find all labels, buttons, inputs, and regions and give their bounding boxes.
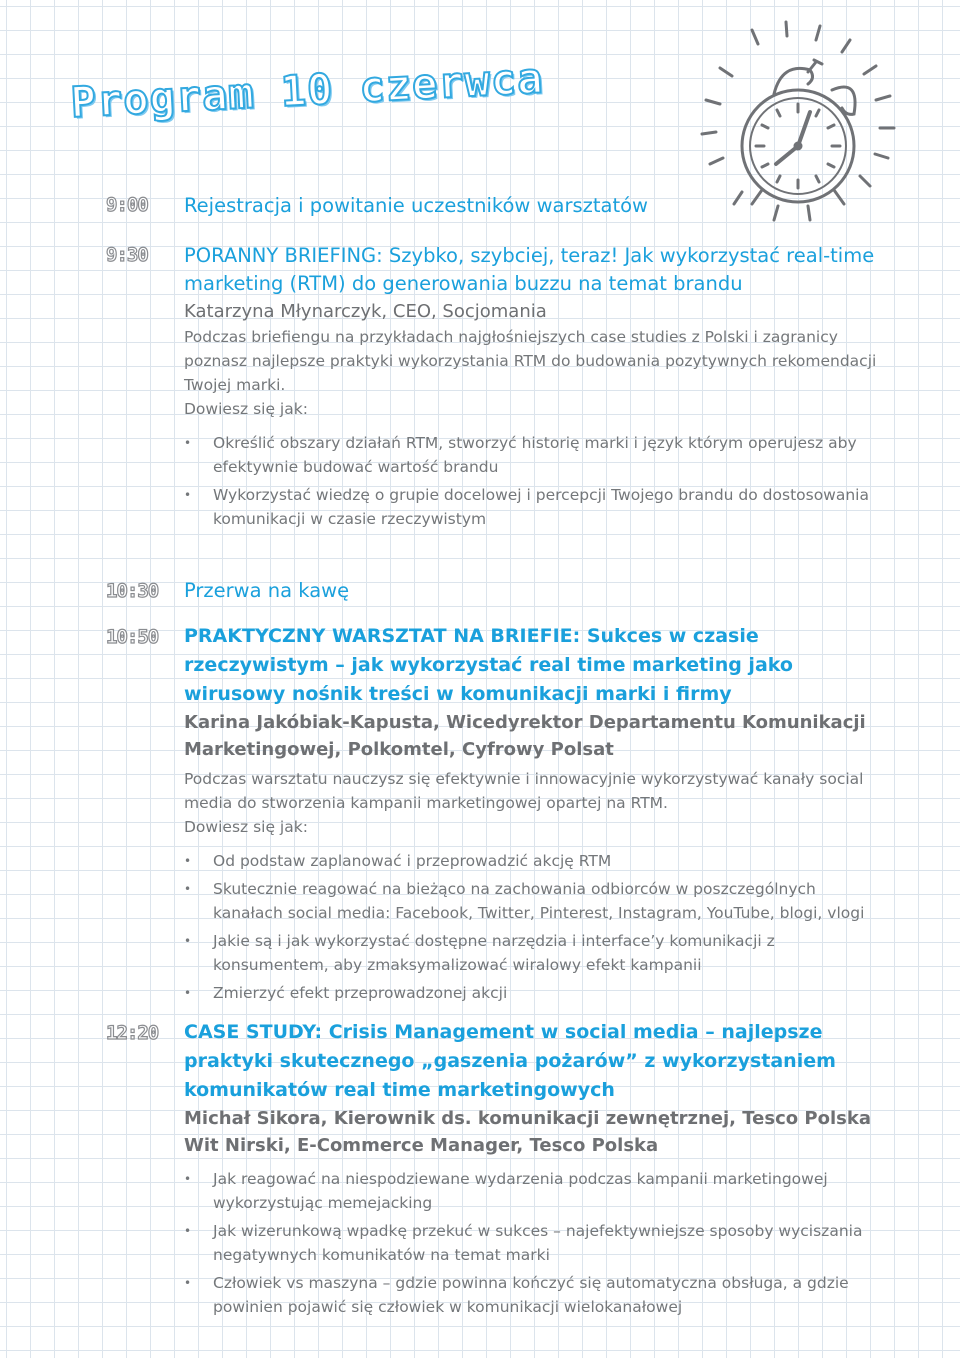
session-block xyxy=(184,192,884,220)
bullet-list xyxy=(184,431,884,531)
list-item: • Skutecznie reagować na bieżąco na zachowania odbiorców w poszczególnych kanałach social media: Facebook, Twitter, Pinterest, Instagram, YouTube, blogi, vlogi xyxy=(184,877,884,925)
list-item: • Wykorzystać wiedzę o grupie docelowej i percepcji Twojego brandu do dostosowania komunikacji w czasie rzeczywistym xyxy=(184,483,884,531)
session-time: 10:50 xyxy=(106,626,159,648)
list-item: • Określić obszary działań RTM, stworzyć historię marki i język którym operujesz aby efektywnie budować wartość brandu xyxy=(184,431,884,479)
list-item: • Jakie są i jak wykorzystać dostępne narzędzia i interface’y komunikacji z konsumentem, aby zmaksymalizować wiralowy efekt kampanii xyxy=(184,929,884,977)
session-heading: PORANNY BRIEFING: Szybko, szybciej, teraz! Jak wykorzystać real-time marketing (RTM) do generowania buzzu na temat brandu xyxy=(184,244,875,295)
list-item: • Zmierzyć efekt przeprowadzonej akcji xyxy=(184,981,884,1005)
learn-label: Dowiesz się jak: xyxy=(184,818,308,836)
session-heading: Przerwa na kawę xyxy=(184,579,350,602)
speaker-name: Karina Jakóbiak-Kapusta, Wicedyrektor Departamentu Komunikacji Marketingowej, Polkomtel, Cyfrowy Polsat xyxy=(184,712,866,760)
session-block xyxy=(184,577,884,605)
speaker-name: Wit Nirski, E-Commerce Manager, Tesco Polska xyxy=(184,1135,659,1156)
speaker-name: Michał Sikora, Kierownik ds. komunikacji zewnętrznej, Tesco Polska xyxy=(184,1108,871,1129)
session-time: 9:00 xyxy=(106,194,148,216)
session-heading: Rejestracja i powitanie uczestników warsztatów xyxy=(184,194,649,217)
bullet-list xyxy=(184,849,884,1005)
list-item: • Jak reagować na niespodziewane wydarzenia podczas kampanii marketingowej wykorzystując memejacking xyxy=(184,1167,884,1215)
list-item: • Od podstaw zaplanować i przeprowadzić akcję RTM xyxy=(184,849,884,873)
list-item: • Człowiek vs maszyna – gdzie powinna kończyć się automatyczna obsługa, a gdzie powinien pojawić się człowiek w komunikacji wielokanałowej xyxy=(184,1271,884,1319)
speaker-name: Katarzyna Młynarczyk, CEO, Socjomania xyxy=(184,301,547,322)
session-heading: PRAKTYCZNY WARSZTAT NA BRIEFIE: Sukces w czasie rzeczywistym – jak wykorzystać real time marketing jako wirusowy nośnik treści w komunikacji marki i firmy xyxy=(184,625,793,705)
list-item: • Jak wizerunkową wpadkę przekuć w sukces – najefektywniejsze sposoby wyciszania negatywnych komunikatów na temat marki xyxy=(184,1219,884,1267)
page-title: Program 10 czerwca xyxy=(69,53,545,127)
session-block xyxy=(184,242,884,535)
session-description: Podczas warsztatu nauczysz się efektywnie i innowacyjnie wykorzystywać kanały social media do stworzenia kampanii marketingowej opartej na RTM. xyxy=(184,770,864,812)
session-description: Podczas briefiengu na przykładach najgłośniejszych case studies z Polski i zagranicy poznasz najlepsze praktyki wykorzystania RTM do budowania pozytywnych rekomendacji Twojej marki. xyxy=(184,328,877,394)
session-time: 12:20 xyxy=(106,1022,159,1044)
session-heading: CASE STUDY: Crisis Management w social media – najlepsze praktyki skutecznego „gaszenia pożarów” z wykorzystaniem komunikatów real time marketingowych xyxy=(184,1021,836,1101)
session-time: 10:30 xyxy=(106,580,159,602)
session-block xyxy=(184,1018,884,1323)
session-block xyxy=(184,622,884,1009)
learn-label: Dowiesz się jak: xyxy=(184,400,308,418)
bullet-list xyxy=(184,1167,884,1319)
session-time: 9:30 xyxy=(106,244,148,266)
